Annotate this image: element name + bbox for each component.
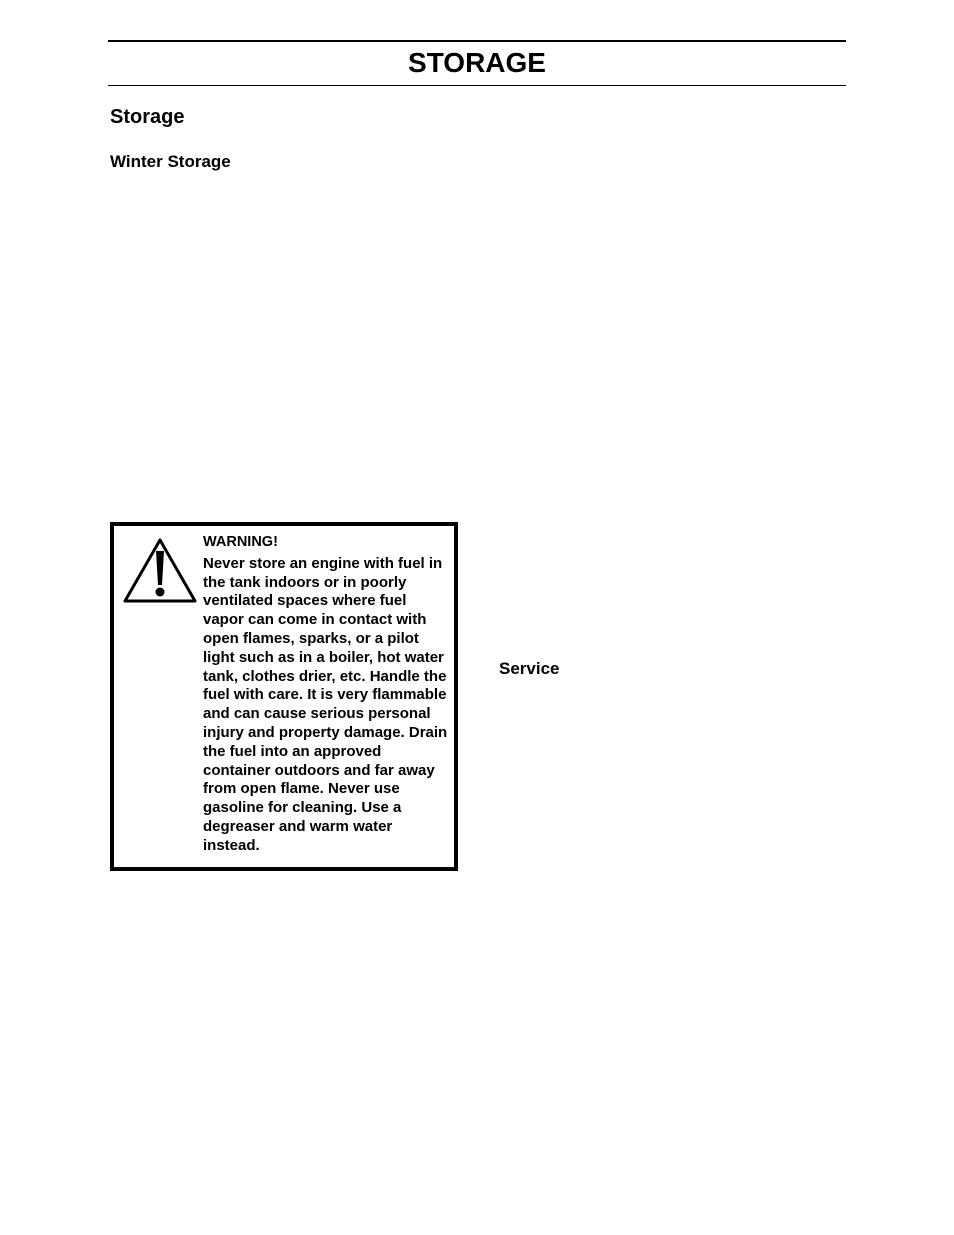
header-bottom-rule <box>108 85 846 86</box>
warning-label: WARNING! <box>203 534 278 550</box>
subsection-heading-winter-storage: Winter Storage <box>110 152 231 171</box>
warning-text <box>203 533 451 856</box>
subsection-heading-service: Service <box>499 659 560 678</box>
header-top-rule <box>108 40 846 42</box>
warning-body: Never store an engine with fuel in the tank indoors or in poorly ventilated spaces where fuel vapor can come in contact with open flames, sparks, or a pilot light such as in a boiler, hot water tank, clothes drier, etc. Handle the fuel with care. It is very flammable and can cause serious personal injury and property damage. Drain the fuel into an approved container outdoors and far away from open flame. Never use gasoline for cleaning. Use a degreaser and warm water instead. <box>203 554 448 854</box>
warning-triangle-icon <box>122 537 198 605</box>
section-heading-storage: Storage <box>110 106 185 128</box>
page-title: STORAGE <box>408 47 546 78</box>
warning-box <box>110 522 458 871</box>
